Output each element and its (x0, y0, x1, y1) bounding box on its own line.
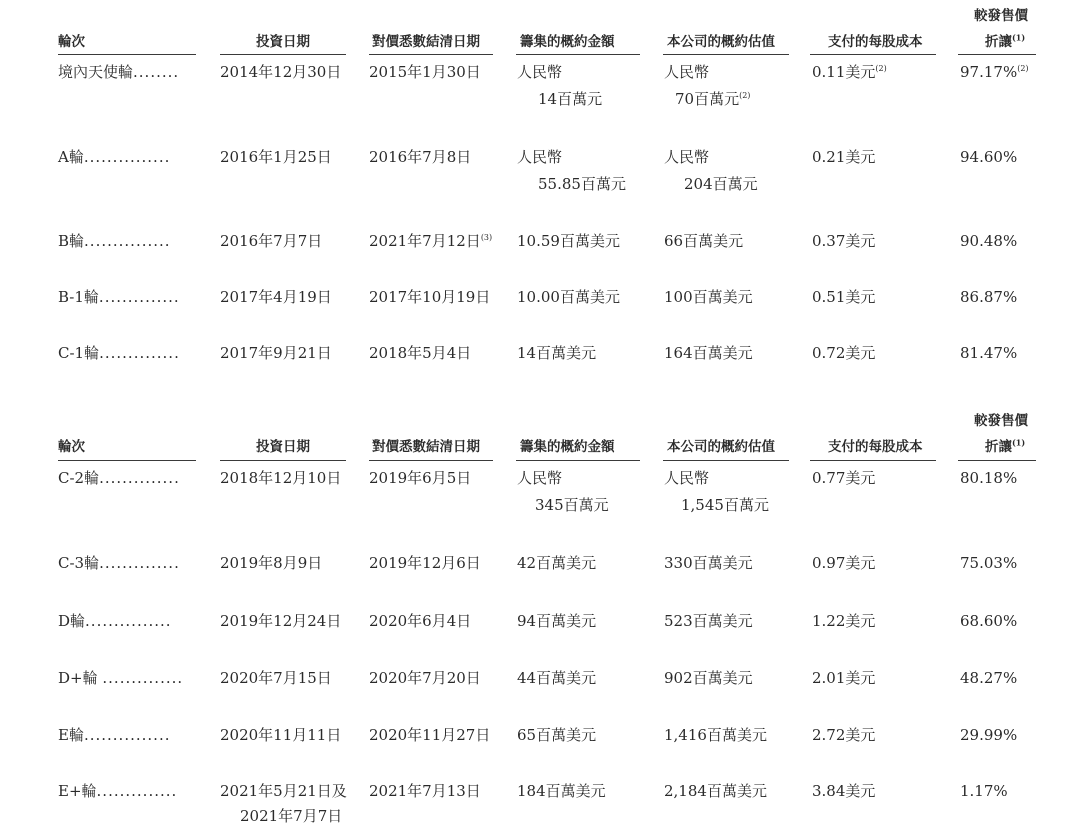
valuation-cell-line2: 1,545百萬元 (681, 496, 769, 514)
header-discount-line1: 較發售價 (974, 8, 1028, 24)
discount-cell: 97.17%$^{(2)}$ (960, 63, 1029, 81)
amount-cell-line2: 55.85百萬元 (538, 175, 626, 193)
valuation-cell-line1: 人民幣 (664, 148, 710, 166)
settle-date-cell: 2017年10月19日 (369, 288, 491, 306)
discount-cell: 90.48% (960, 232, 1018, 250)
amount-cell: 42百萬美元 (517, 554, 597, 572)
discount-cell: 48.27% (960, 669, 1018, 687)
discount-cell: 68.60% (960, 612, 1018, 630)
settle-date-cell: 2019年12月6日 (369, 554, 481, 572)
round-cell: C-3輪.............. (58, 554, 180, 572)
discount-cell: 94.60% (960, 148, 1018, 166)
cost-cell: 3.84美元 (812, 782, 876, 800)
header-discount-line1: 較發售價 (974, 413, 1028, 429)
amount-cell: 65百萬美元 (517, 726, 597, 744)
invest-date-cell-line2: 2021年7月7日 (240, 807, 343, 825)
cost-cell: 1.22美元 (812, 612, 876, 630)
settle-date-cell: 2016年7月8日 (369, 148, 472, 166)
settle-date-cell: 2018年5月4日 (369, 344, 472, 362)
header-valuation: 本公司的概約估值 (667, 34, 775, 50)
round-cell: B-1輪.............. (58, 288, 180, 306)
round-cell: A輪............... (58, 148, 171, 166)
cost-cell: 0.21美元 (812, 148, 876, 166)
valuation-cell: 66百萬美元 (664, 232, 744, 250)
valuation-cell-line2: 204百萬元 (684, 175, 758, 193)
cost-cell: 0.37美元 (812, 232, 876, 250)
amount-cell-line2: 14百萬元 (538, 90, 603, 108)
valuation-cell-line2: 70百萬元$^{(2)}$ (675, 90, 751, 108)
amount-cell: 10.00百萬美元 (517, 288, 620, 306)
settle-date-cell: 2021年7月13日 (369, 782, 481, 800)
invest-date-cell: 2018年12月10日 (220, 469, 342, 487)
cost-cell: 0.72美元 (812, 344, 876, 362)
header-rule-invest (220, 54, 346, 55)
invest-date-cell: 2016年7月7日 (220, 232, 323, 250)
cost-cell: 0.11美元$^{(2)}$ (812, 63, 887, 81)
cost-cell: 0.97美元 (812, 554, 876, 572)
round-cell: B輪............... (58, 232, 171, 250)
header-rule-invest (220, 460, 346, 461)
header-amount: 籌集的概約金額 (520, 34, 615, 50)
invest-date-cell: 2014年12月30日 (220, 63, 342, 81)
amount-cell: 14百萬美元 (517, 344, 597, 362)
header-rule-valuation (663, 54, 789, 55)
header-round: 輪次 (58, 439, 85, 455)
invest-date-cell: 2019年12月24日 (220, 612, 342, 630)
amount-cell: 10.59百萬美元 (517, 232, 620, 250)
amount-cell: 184百萬美元 (517, 782, 606, 800)
round-cell: C-2輪.............. (58, 469, 180, 487)
round-cell: E輪............... (58, 726, 171, 744)
settle-date-cell: 2019年6月5日 (369, 469, 472, 487)
cost-cell: 2.01美元 (812, 669, 876, 687)
invest-date-cell: 2019年8月9日 (220, 554, 323, 572)
cost-cell: 0.51美元 (812, 288, 876, 306)
discount-cell: 80.18% (960, 469, 1018, 487)
header-valuation: 本公司的概約估值 (667, 439, 775, 455)
settle-date-cell: 2015年1月30日 (369, 63, 481, 81)
cost-cell: 0.77美元 (812, 469, 876, 487)
round-cell: E+輪.............. (58, 782, 178, 800)
invest-date-cell: 2016年1月25日 (220, 148, 332, 166)
header-rule-discount (958, 54, 1036, 55)
header-invest-date: 投資日期 (256, 34, 310, 50)
amount-cell-line1: 人民幣 (517, 469, 563, 487)
header-rule-cost (810, 460, 936, 461)
header-round: 輪次 (58, 34, 85, 50)
valuation-cell: 100百萬美元 (664, 288, 753, 306)
valuation-cell: 902百萬美元 (664, 669, 753, 687)
round-cell: D+輪 .............. (58, 669, 184, 687)
header-rule-discount (958, 460, 1036, 461)
invest-date-cell: 2017年4月19日 (220, 288, 332, 306)
invest-date-cell: 2020年7月15日 (220, 669, 332, 687)
discount-cell: 81.47% (960, 344, 1018, 362)
valuation-cell-line1: 人民幣 (664, 469, 710, 487)
amount-cell: 44百萬美元 (517, 669, 597, 687)
header-rule-amount (516, 460, 640, 461)
amount-cell-line1: 人民幣 (517, 63, 563, 81)
settle-date-cell: 2020年7月20日 (369, 669, 481, 687)
valuation-cell: 2,184百萬美元 (664, 782, 767, 800)
header-rule-valuation (663, 460, 789, 461)
header-settle-date: 對價悉數結清日期 (372, 439, 480, 455)
invest-date-cell: 2020年11月11日 (220, 726, 342, 744)
round-cell: D輪............... (58, 612, 172, 630)
header-rule-settle (369, 460, 493, 461)
valuation-cell: 164百萬美元 (664, 344, 753, 362)
valuation-cell: 523百萬美元 (664, 612, 753, 630)
header-invest-date: 投資日期 (256, 439, 310, 455)
valuation-cell: 1,416百萬美元 (664, 726, 767, 744)
header-rule-amount (516, 54, 640, 55)
header-settle-date: 對價悉數結清日期 (372, 34, 480, 50)
settle-date-cell: 2020年11月27日 (369, 726, 491, 744)
valuation-cell-line1: 人民幣 (664, 63, 710, 81)
header-rule-round (58, 54, 196, 55)
invest-date-cell-line1: 2021年5月21日及 (220, 782, 347, 800)
amount-cell-line1: 人民幣 (517, 148, 563, 166)
discount-cell: 75.03% (960, 554, 1018, 572)
header-rule-round (58, 460, 196, 461)
header-cost: 支付的每股成本 (828, 34, 923, 50)
invest-date-cell: 2017年9月21日 (220, 344, 332, 362)
valuation-cell: 330百萬美元 (664, 554, 753, 572)
discount-cell: 86.87% (960, 288, 1018, 306)
header-cost: 支付的每股成本 (828, 439, 923, 455)
header-rule-settle (369, 54, 493, 55)
header-discount-line2: 折讓$^{(1)}$ (985, 32, 1026, 50)
amount-cell-line2: 345百萬元 (535, 496, 609, 514)
header-discount-line2: 折讓$^{(1)}$ (985, 437, 1026, 455)
cost-cell: 2.72美元 (812, 726, 876, 744)
discount-cell: 29.99% (960, 726, 1018, 744)
amount-cell: 94百萬美元 (517, 612, 597, 630)
discount-cell: 1.17% (960, 782, 1008, 800)
header-amount: 籌集的概約金額 (520, 439, 615, 455)
round-cell: C-1輪.............. (58, 344, 180, 362)
settle-date-cell: 2021年7月12日$^{(3)}$ (369, 232, 493, 250)
header-rule-cost (810, 54, 936, 55)
settle-date-cell: 2020年6月4日 (369, 612, 472, 630)
round-cell: 境內天使輪........ (58, 63, 180, 81)
